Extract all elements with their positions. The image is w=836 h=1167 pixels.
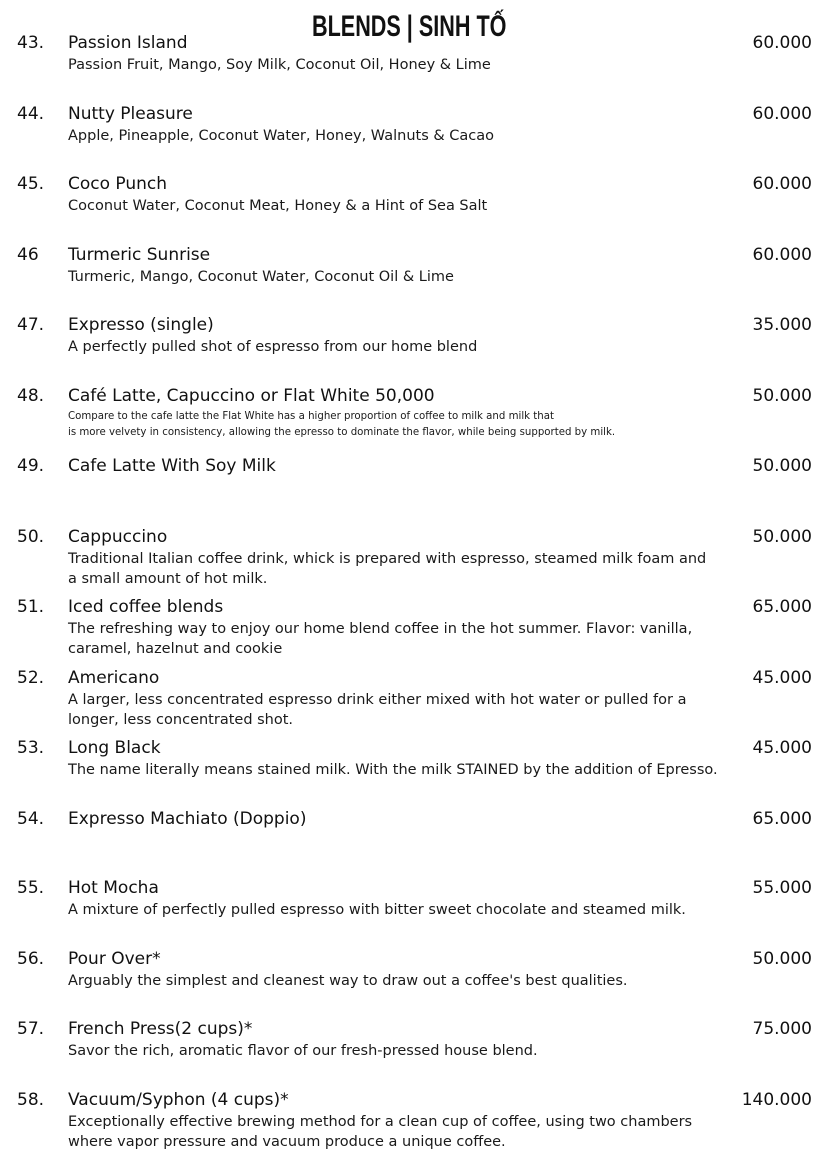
item-description: Traditional Italian coffee drink, whick is prepared with espresso, steamed milk foam and a small amount of hot milk. <box>68 551 707 587</box>
item-description: A larger, less concentrated espresso drink either mixed with hot water or pulled for a longer, less concentrated shot. <box>68 692 687 728</box>
item-price: 50.000 <box>752 386 812 406</box>
item-price: 50.000 <box>752 456 812 476</box>
item-price: 140.000 <box>741 1090 812 1110</box>
item-name: Vacuum/Syphon (4 cups)* <box>68 1090 289 1110</box>
item-number: 54. <box>17 809 45 829</box>
item-price: 55.000 <box>752 878 812 898</box>
item-name: Passion Island <box>68 33 188 53</box>
item-name: Hot Mocha <box>68 878 159 898</box>
item-number: 51. <box>17 597 45 617</box>
item-price: 65.000 <box>752 597 812 617</box>
item-name: Coco Punch <box>68 174 168 194</box>
item-name: Expresso (single) <box>68 315 214 335</box>
item-number: 47. <box>17 315 45 335</box>
item-price: 50.000 <box>752 949 812 969</box>
item-number: 49. <box>17 456 45 476</box>
item-number: 52. <box>17 668 45 688</box>
item-description: A mixture of perfectly pulled espresso with bitter sweet chocolate and steamed milk. <box>68 902 686 918</box>
item-number: 50. <box>17 527 45 547</box>
item-name: Turmeric Sunrise <box>68 245 211 265</box>
item-name: Café Latte, Capuccino or Flat White 50,000 <box>68 386 435 406</box>
item-name: French Press(2 cups)* <box>68 1019 253 1039</box>
item-description: Turmeric, Mango, Coconut Water, Coconut Oil & Lime <box>68 269 454 285</box>
item-price: 60.000 <box>752 104 812 124</box>
item-description: The refreshing way to enjoy our home blend coffee in the hot summer. Flavor: vanilla, caramel, hazelnut and cookie <box>68 621 693 657</box>
item-number: 43. <box>17 33 45 53</box>
item-number: 57. <box>17 1019 45 1039</box>
item-description: Exceptionally effective brewing method for a clean cup of coffee, using two chambers where vapor pressure and vacuum produce a unique coffee. <box>68 1114 693 1150</box>
item-name: Cafe Latte With Soy Milk <box>68 456 276 476</box>
item-price: 50.000 <box>752 527 812 547</box>
item-name: Cappuccino <box>68 527 168 547</box>
item-number: 58. <box>17 1090 45 1110</box>
item-price: 60.000 <box>752 245 812 265</box>
item-number: 46 <box>17 245 39 265</box>
item-number: 55. <box>17 878 45 898</box>
item-name: Americano <box>68 668 160 688</box>
page-title: BLENDS | SINH TỐ <box>312 10 507 43</box>
item-price: 65.000 <box>752 809 812 829</box>
item-number: 44. <box>17 104 45 124</box>
item-description: A perfectly pulled shot of espresso from our home blend <box>68 339 478 355</box>
item-name: Long Black <box>68 738 161 758</box>
item-number: 56. <box>17 949 45 969</box>
item-description: Coconut Water, Coconut Meat, Honey & a Hint of Sea Salt <box>68 198 488 214</box>
item-price: 45.000 <box>752 668 812 688</box>
item-price: 45.000 <box>752 738 812 758</box>
item-name: Expresso Machiato (Doppio) <box>68 809 307 829</box>
item-price: 60.000 <box>752 33 812 53</box>
item-name: Pour Over* <box>68 949 161 969</box>
item-price: 75.000 <box>752 1019 812 1039</box>
item-description: Compare to the cafe latte the Flat White has a higher proportion of coffee to milk and milk that is more velvety in consistency, allowing the epresso to dominate the flavor, while being supported by milk. <box>68 411 616 438</box>
item-description: Apple, Pineapple, Coconut Water, Honey, Walnuts & Cacao <box>68 128 495 144</box>
item-description: The name literally means stained milk. With the milk STAINED by the addition of Epresso. <box>68 762 718 778</box>
item-number: 53. <box>17 738 45 758</box>
item-price: 35.000 <box>752 315 812 335</box>
item-description: Passion Fruit, Mango, Soy Milk, Coconut Oil, Honey & Lime <box>68 57 491 73</box>
item-number: 45. <box>17 174 45 194</box>
item-number: 48. <box>17 386 45 406</box>
item-name: Iced coffee blends <box>68 597 224 617</box>
item-name: Nutty Pleasure <box>68 104 193 124</box>
item-price: 60.000 <box>752 174 812 194</box>
item-description: Arguably the simplest and cleanest way to draw out a coffee's best qualities. <box>68 973 628 989</box>
item-description: Savor the rich, aromatic flavor of our fresh-pressed house blend. <box>68 1043 538 1059</box>
